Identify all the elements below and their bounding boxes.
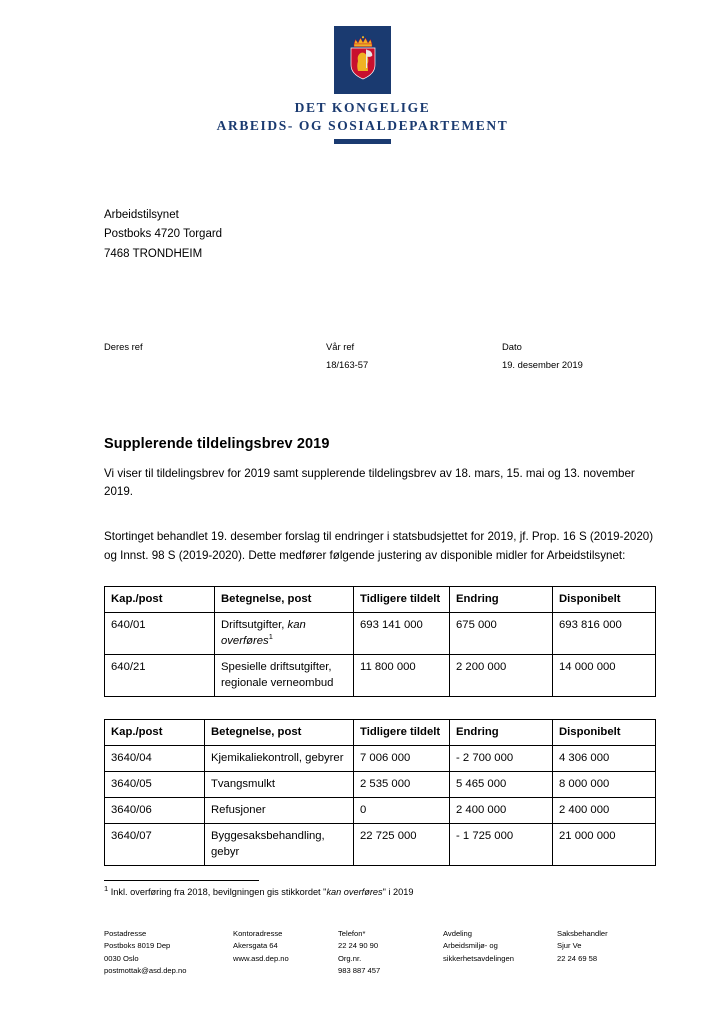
recipient-line-2: Postboks 4720 Torgard (104, 228, 223, 241)
cell-tidligere: 693 141 000 (354, 613, 450, 655)
dato-column (502, 338, 583, 375)
table-header-row (105, 720, 656, 746)
cell-kap: 3640/07 (105, 824, 205, 866)
footer-line-2: Sjur Ve (557, 941, 582, 951)
footer-line-3: Org.nr. (338, 953, 362, 963)
cell-kap: 640/21 (105, 655, 215, 697)
letterhead-text (217, 99, 509, 135)
table1-header-endring: Endring (450, 587, 553, 613)
footnote-section (104, 880, 655, 900)
cell-endring: 675 000 (450, 613, 553, 655)
table1-header-betegnelse: Betegnelse, post (215, 587, 354, 613)
cell-kap: 3640/04 (105, 746, 205, 772)
cell-disponibelt: 2 400 000 (553, 798, 656, 824)
reference-row (104, 338, 665, 380)
footer-line-2: Postboks 8019 Dep (104, 941, 171, 951)
table-row (105, 798, 656, 824)
cell-betegnelse: Tvangsmulkt (205, 772, 354, 798)
cell-endring: 2 400 000 (450, 798, 553, 824)
dato-label: Dato (502, 340, 522, 352)
footer-line-3: 0030 Oslo (104, 953, 139, 963)
letterhead-line-1: DET KONGELIGE (294, 100, 431, 115)
letterhead-bar-bottom (334, 139, 391, 144)
paragraph-1: Vi viser til tildelingsbrev for 2019 samt supplerende tildelingsbrev av 18. mars, 15. mai og 13. november 2019. (104, 466, 635, 499)
cell-disponibelt: 4 306 000 (553, 746, 656, 772)
cell-endring: - 2 700 000 (450, 746, 553, 772)
footnote-text (104, 886, 655, 900)
document-title: Supplerende tildelingsbrev 2019 (104, 435, 330, 452)
cell-disponibelt: 14 000 000 (553, 655, 656, 697)
footer-line-2: Arbeidsmiljø- og (443, 941, 498, 951)
var-ref-label: Vår ref (326, 340, 355, 352)
footnote-separator (104, 880, 259, 881)
table-row (105, 824, 656, 866)
cell-betegnelse: Kjemikaliekontroll, gebyrer (205, 746, 354, 772)
table-row (105, 772, 656, 798)
footnote-part-1: Inkl. overføring fra 2018, bevilgningen gis stikkordet " (108, 887, 327, 898)
footer-label: Saksbehandler (557, 929, 608, 938)
footer-line-4: 983 887 457 (338, 965, 381, 975)
footer-column-telefon (338, 928, 380, 977)
dato-value: 19. desember 2019 (502, 359, 583, 371)
page-footer (104, 928, 664, 984)
footnote-marker: 1 (268, 632, 273, 642)
footer-column-postadresse (104, 928, 186, 977)
cell-endring: 2 200 000 (450, 655, 553, 697)
cell-kap: 640/01 (105, 613, 215, 655)
footer-label: Avdeling (443, 929, 472, 938)
cell-tidligere: 22 725 000 (354, 824, 450, 866)
cell-endring: - 1 725 000 (450, 824, 553, 866)
cell-tidligere: 11 800 000 (354, 655, 450, 697)
coat-of-arms-block (334, 26, 391, 89)
cell-kap: 3640/06 (105, 798, 205, 824)
var-ref-value: 18/163-57 (326, 359, 369, 371)
table1-header-kap: Kap./post (105, 587, 215, 613)
cell-tidligere: 2 535 000 (354, 772, 450, 798)
table-row (105, 655, 656, 697)
table-row (105, 746, 656, 772)
budget-table-expenses (104, 586, 656, 697)
cell-kap: 3640/05 (105, 772, 205, 798)
footnote-part-2: " i 2019 (382, 887, 414, 898)
recipient-line-1: Arbeidstilsynet (104, 208, 179, 221)
letterhead-line-2: ARBEIDS- OG SOSIALDEPARTEMENT (216, 117, 509, 133)
recipient-line-3: 7468 TRONDHEIM (104, 248, 203, 261)
letterhead (0, 0, 725, 144)
footer-column-saksbehandler (557, 928, 608, 965)
cell-betegnelse: Refusjoner (205, 798, 354, 824)
footer-label: Kontoradresse (233, 929, 283, 938)
table2-header-tidligere: Tidligere tildelt (354, 720, 450, 746)
table2-header-kap: Kap./post (105, 720, 205, 746)
deres-ref-label: Deres ref (104, 340, 143, 352)
table1-header-tidligere: Tidligere tildelt (354, 587, 450, 613)
recipient-address (104, 206, 665, 265)
footnote-italic: kan overføres (326, 887, 383, 898)
footer-website[interactable]: www.asd.dep.no (233, 953, 289, 963)
letterhead-bar (334, 89, 391, 94)
footer-line-2: 22 24 90 90 (338, 941, 379, 951)
footer-column-kontoradresse (233, 928, 289, 965)
table1-header-disponibelt: Disponibelt (553, 587, 656, 613)
page-content (0, 206, 725, 901)
betegnelse-plain: Driftsutgifter, (221, 619, 288, 632)
paragraph-2: Stortinget behandlet 19. desember forslag til endringer i statsbudsjettet for 2019, jf. Prop. 16 S (2019-2020) og Innst. 98 S (2019-2020). Dette medfører følgende justering av disponible midler for Arbeidstilsynet: (104, 530, 654, 562)
cell-disponibelt: 8 000 000 (553, 772, 656, 798)
footnote-number: 1 (104, 884, 109, 894)
betegnelse-italic: kan overføres (221, 619, 306, 648)
footer-label: Telefon* (338, 929, 366, 938)
cell-disponibelt: 21 000 000 (553, 824, 656, 866)
footer-line-2: Akersgata 64 (233, 941, 278, 951)
budget-table-revenues (104, 719, 656, 866)
cell-betegnelse: Spesielle driftsutgifter, regionale verneombud (215, 655, 354, 697)
footer-line-3: 22 24 69 58 (557, 953, 598, 963)
cell-endring: 5 465 000 (450, 772, 553, 798)
cell-disponibelt: 693 816 000 (553, 613, 656, 655)
cell-betegnelse (215, 613, 354, 655)
footer-column-avdeling (443, 928, 514, 965)
table-row (105, 613, 656, 655)
cell-betegnelse: Byggesaksbehandling, gebyr (205, 824, 354, 866)
table2-header-disponibelt: Disponibelt (553, 720, 656, 746)
table2-header-betegnelse: Betegnelse, post (205, 720, 354, 746)
table-header-row (105, 587, 656, 613)
cell-tidligere: 0 (354, 798, 450, 824)
deres-ref-column (104, 338, 143, 356)
footer-line-3: sikkerhetsavdelingen (443, 953, 514, 963)
table2-header-endring: Endring (450, 720, 553, 746)
var-ref-column (326, 338, 368, 375)
cell-tidligere: 7 006 000 (354, 746, 450, 772)
footer-label: Postadresse (104, 929, 147, 938)
footer-email[interactable]: postmottak@asd.dep.no (104, 965, 187, 975)
norwegian-coat-of-arms-icon (346, 35, 380, 81)
